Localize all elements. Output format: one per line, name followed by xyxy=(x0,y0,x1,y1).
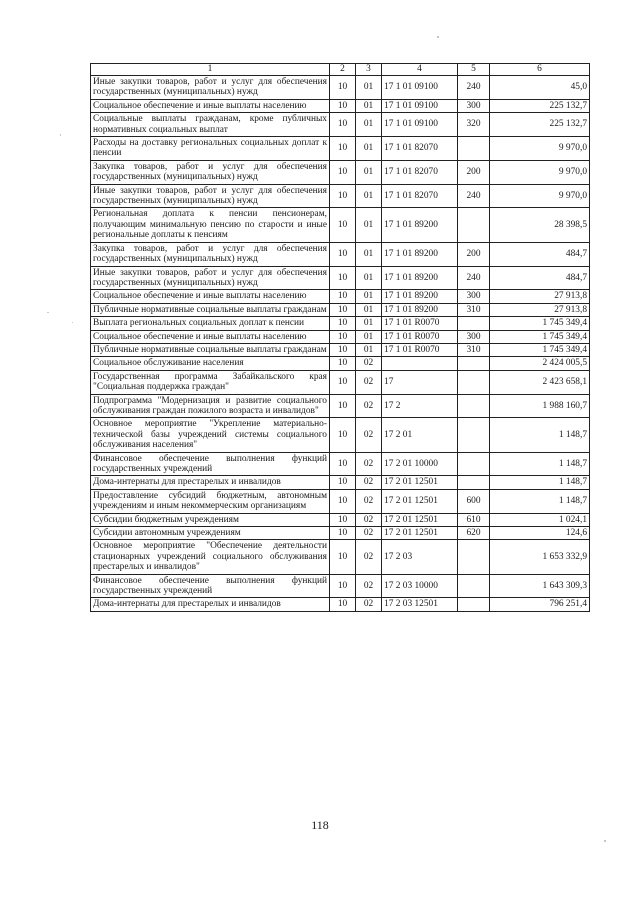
table-row xyxy=(91,418,590,452)
subsection-cell: 02 xyxy=(356,598,382,611)
expense-type-cell xyxy=(458,598,490,611)
table-row xyxy=(91,343,590,356)
amount-cell: 2 424 005,5 xyxy=(490,357,590,370)
section-cell: 10 xyxy=(330,99,356,112)
subsection-cell: 02 xyxy=(356,357,382,370)
target-article-cell: 17 1 01 09100 xyxy=(382,99,458,112)
amount-cell: 1 745 349,4 xyxy=(490,330,590,343)
target-article-cell: 17 1 01 89200 xyxy=(382,208,458,242)
amount-cell: 2 423 658,1 xyxy=(490,370,590,394)
section-cell: 10 xyxy=(330,137,356,161)
subsection-cell: 02 xyxy=(356,370,382,394)
header-cell-2: 2 xyxy=(330,64,356,76)
table-body xyxy=(91,76,590,612)
expense-type-cell: 300 xyxy=(458,290,490,303)
subsection-cell: 02 xyxy=(356,574,382,598)
subsection-cell: 01 xyxy=(356,330,382,343)
description-cell: Иные закупки товаров, работ и услуг для обеспечения государственных (муниципальных) нужд xyxy=(91,76,330,100)
page-number: 118 xyxy=(311,818,329,832)
amount-cell: 484,7 xyxy=(490,266,590,290)
amount-cell: 1 653 332,9 xyxy=(490,540,590,574)
table-row xyxy=(91,357,590,370)
description-cell: Социальное обеспечение и иные выплаты населению xyxy=(91,290,330,303)
section-cell: 10 xyxy=(330,394,356,418)
target-article-cell: 17 2 03 12501 xyxy=(382,598,458,611)
subsection-cell: 02 xyxy=(356,394,382,418)
subsection-cell: 02 xyxy=(356,418,382,452)
target-article-cell: 17 2 01 12501 xyxy=(382,513,458,526)
amount-cell: 1 745 349,4 xyxy=(490,343,590,356)
target-article-cell: 17 2 01 xyxy=(382,418,458,452)
section-cell: 10 xyxy=(330,330,356,343)
scan-speck xyxy=(60,134,61,136)
description-cell: Закупка товаров, работ и услуг для обеспечения государственных (муниципальных) нужд xyxy=(91,160,330,184)
section-cell: 10 xyxy=(330,184,356,208)
amount-cell: 1 148,7 xyxy=(490,489,590,513)
amount-cell: 1 148,7 xyxy=(490,418,590,452)
description-cell: Субсидии бюджетным учреждениям xyxy=(91,513,330,526)
amount-cell: 1 643 309,3 xyxy=(490,574,590,598)
target-article-cell: 17 1 01 89200 xyxy=(382,303,458,316)
subsection-cell: 01 xyxy=(356,99,382,112)
expense-type-cell xyxy=(458,208,490,242)
header-cell-5: 5 xyxy=(458,64,490,76)
description-cell: Дома-интернаты для престарелых и инвалидов xyxy=(91,476,330,489)
table-row xyxy=(91,113,590,137)
subsection-cell: 01 xyxy=(356,184,382,208)
amount-cell: 225 132,7 xyxy=(490,99,590,112)
expense-type-cell: 200 xyxy=(458,242,490,266)
description-cell: Субсидии автономным учреждениям xyxy=(91,527,330,540)
table-row xyxy=(91,330,590,343)
table-row xyxy=(91,394,590,418)
amount-cell: 225 132,7 xyxy=(490,113,590,137)
table-row xyxy=(91,137,590,161)
header-row xyxy=(91,64,590,76)
expense-type-cell xyxy=(458,574,490,598)
description-cell: Предоставление субсидий бюджетным, автономным учреждениям и иным некоммерческим организациям xyxy=(91,489,330,513)
expense-type-cell xyxy=(458,357,490,370)
amount-cell: 124,6 xyxy=(490,527,590,540)
section-cell: 10 xyxy=(330,489,356,513)
subsection-cell: 01 xyxy=(356,290,382,303)
expense-type-cell: 320 xyxy=(458,113,490,137)
description-cell: Социальное обеспечение и иные выплаты населению xyxy=(91,99,330,112)
target-article-cell: 17 1 01 82070 xyxy=(382,184,458,208)
target-article-cell: 17 1 01 R0070 xyxy=(382,317,458,330)
description-cell: Публичные нормативные социальные выплаты гражданам xyxy=(91,303,330,316)
amount-cell: 1 148,7 xyxy=(490,452,590,476)
subsection-cell: 01 xyxy=(356,137,382,161)
section-cell: 10 xyxy=(330,527,356,540)
expense-type-cell xyxy=(458,394,490,418)
expense-type-cell xyxy=(458,317,490,330)
subsection-cell: 01 xyxy=(356,208,382,242)
amount-cell: 1 024,1 xyxy=(490,513,590,526)
amount-cell: 45,0 xyxy=(490,76,590,100)
scan-speck xyxy=(604,840,606,842)
section-cell: 10 xyxy=(330,266,356,290)
target-article-cell: 17 1 01 89200 xyxy=(382,266,458,290)
section-cell: 10 xyxy=(330,476,356,489)
subsection-cell: 02 xyxy=(356,540,382,574)
amount-cell: 484,7 xyxy=(490,242,590,266)
expense-type-cell: 240 xyxy=(458,184,490,208)
target-article-cell xyxy=(382,357,458,370)
description-cell: Дома-интернаты для престарелых и инвалидов xyxy=(91,598,330,611)
scan-speck xyxy=(47,312,49,313)
table-row xyxy=(91,242,590,266)
subsection-cell: 01 xyxy=(356,303,382,316)
subsection-cell: 01 xyxy=(356,242,382,266)
section-cell: 10 xyxy=(330,113,356,137)
subsection-cell: 02 xyxy=(356,527,382,540)
section-cell: 10 xyxy=(330,290,356,303)
description-cell: Иные закупки товаров, работ и услуг для обеспечения государственных (муниципальных) нужд xyxy=(91,266,330,290)
section-cell: 10 xyxy=(330,208,356,242)
description-cell: Финансовое обеспечение выполнения функций государственных учреждений xyxy=(91,452,330,476)
description-cell: Иные закупки товаров, работ и услуг для обеспечения государственных (муниципальных) нужд xyxy=(91,184,330,208)
expense-type-cell: 600 xyxy=(458,489,490,513)
amount-cell: 9 970,0 xyxy=(490,184,590,208)
scan-speck xyxy=(437,36,439,38)
table-row xyxy=(91,303,590,316)
amount-cell: 27 913,8 xyxy=(490,303,590,316)
subsection-cell: 02 xyxy=(356,513,382,526)
section-cell: 10 xyxy=(330,452,356,476)
description-cell: Региональная доплата к пенсии пенсионерам, получающим минимальную пенсию по старости и иные региональные доплаты к пенсиям xyxy=(91,208,330,242)
expense-type-cell: 610 xyxy=(458,513,490,526)
target-article-cell: 17 1 01 R0070 xyxy=(382,330,458,343)
expense-type-cell: 620 xyxy=(458,527,490,540)
expense-type-cell xyxy=(458,418,490,452)
expense-type-cell xyxy=(458,452,490,476)
expense-type-cell: 310 xyxy=(458,343,490,356)
subsection-cell: 01 xyxy=(356,266,382,290)
target-article-cell: 17 2 xyxy=(382,394,458,418)
target-article-cell: 17 1 01 R0070 xyxy=(382,343,458,356)
subsection-cell: 02 xyxy=(356,476,382,489)
amount-cell: 1 745 349,4 xyxy=(490,317,590,330)
section-cell: 10 xyxy=(330,418,356,452)
table-row xyxy=(91,99,590,112)
expense-type-cell: 310 xyxy=(458,303,490,316)
amount-cell: 28 398,5 xyxy=(490,208,590,242)
header-cell-1: 1 xyxy=(91,64,330,76)
section-cell: 10 xyxy=(330,343,356,356)
description-cell: Социальные выплаты гражданам, кроме публичных нормативных социальных выплат xyxy=(91,113,330,137)
section-cell: 10 xyxy=(330,598,356,611)
table-row xyxy=(91,370,590,394)
amount-cell: 796 251,4 xyxy=(490,598,590,611)
section-cell: 10 xyxy=(330,242,356,266)
description-cell: Основное мероприятие "Укрепление материально-технической базы учреждений системы социального обслуживания населения" xyxy=(91,418,330,452)
subsection-cell: 01 xyxy=(356,76,382,100)
target-article-cell: 17 xyxy=(382,370,458,394)
description-cell: Основное мероприятие "Обеспечение деятельности стационарных учреждений социального обслуживания престарелых и инвалидов" xyxy=(91,540,330,574)
target-article-cell: 17 1 01 82070 xyxy=(382,137,458,161)
section-cell: 10 xyxy=(330,317,356,330)
table-row xyxy=(91,290,590,303)
subsection-cell: 01 xyxy=(356,113,382,137)
table-row xyxy=(91,489,590,513)
amount-cell: 1 988 160,7 xyxy=(490,394,590,418)
header-cell-3: 3 xyxy=(356,64,382,76)
subsection-cell: 01 xyxy=(356,160,382,184)
expense-type-cell: 200 xyxy=(458,160,490,184)
header-cell-4: 4 xyxy=(382,64,458,76)
target-article-cell: 17 1 01 09100 xyxy=(382,113,458,137)
target-article-cell: 17 1 01 89200 xyxy=(382,290,458,303)
budget-table xyxy=(90,63,590,612)
description-cell: Выплата региональных социальных доплат к пенсии xyxy=(91,317,330,330)
section-cell: 10 xyxy=(330,540,356,574)
expense-type-cell xyxy=(458,137,490,161)
amount-cell: 1 148,7 xyxy=(490,476,590,489)
subsection-cell: 01 xyxy=(356,343,382,356)
target-article-cell: 17 2 03 xyxy=(382,540,458,574)
target-article-cell: 17 1 01 09100 xyxy=(382,76,458,100)
subsection-cell: 01 xyxy=(356,317,382,330)
section-cell: 10 xyxy=(330,76,356,100)
expense-type-cell xyxy=(458,476,490,489)
expense-type-cell xyxy=(458,540,490,574)
table-row xyxy=(91,452,590,476)
table-row xyxy=(91,184,590,208)
table-row xyxy=(91,266,590,290)
target-article-cell: 17 2 01 12501 xyxy=(382,489,458,513)
section-cell: 10 xyxy=(330,574,356,598)
target-article-cell: 17 1 01 89200 xyxy=(382,242,458,266)
table-row xyxy=(91,317,590,330)
section-cell: 10 xyxy=(330,303,356,316)
target-article-cell: 17 2 01 12501 xyxy=(382,527,458,540)
description-cell: Публичные нормативные социальные выплаты гражданам xyxy=(91,343,330,356)
target-article-cell: 17 2 03 10000 xyxy=(382,574,458,598)
table-row xyxy=(91,208,590,242)
amount-cell: 27 913,8 xyxy=(490,290,590,303)
section-cell: 10 xyxy=(330,160,356,184)
target-article-cell: 17 2 01 10000 xyxy=(382,452,458,476)
target-article-cell: 17 1 01 82070 xyxy=(382,160,458,184)
header-cell-6: 6 xyxy=(490,64,590,76)
description-cell: Закупка товаров, работ и услуг для обеспечения государственных (муниципальных) нужд xyxy=(91,242,330,266)
description-cell: Государственная программа Забайкальского края "Социальная поддержка граждан" xyxy=(91,370,330,394)
section-cell: 10 xyxy=(330,370,356,394)
section-cell: 10 xyxy=(330,513,356,526)
scan-speck xyxy=(72,322,73,323)
table-row xyxy=(91,540,590,574)
table-row xyxy=(91,527,590,540)
table-row xyxy=(91,76,590,100)
table-row xyxy=(91,160,590,184)
expense-type-cell: 300 xyxy=(458,330,490,343)
expense-type-cell: 300 xyxy=(458,99,490,112)
subsection-cell: 02 xyxy=(356,452,382,476)
description-cell: Социальное обслуживание населения xyxy=(91,357,330,370)
description-cell: Социальное обеспечение и иные выплаты населению xyxy=(91,330,330,343)
table-row xyxy=(91,513,590,526)
table-row xyxy=(91,574,590,598)
expense-type-cell: 240 xyxy=(458,266,490,290)
table-row xyxy=(91,598,590,611)
target-article-cell: 17 2 01 12501 xyxy=(382,476,458,489)
section-cell: 10 xyxy=(330,357,356,370)
table-row xyxy=(91,476,590,489)
expense-type-cell: 240 xyxy=(458,76,490,100)
description-cell: Расходы на доставку региональных социальных доплат к пенсии xyxy=(91,137,330,161)
subsection-cell: 02 xyxy=(356,489,382,513)
amount-cell: 9 970,0 xyxy=(490,137,590,161)
description-cell: Финансовое обеспечение выполнения функций государственных учреждений xyxy=(91,574,330,598)
amount-cell: 9 970,0 xyxy=(490,160,590,184)
expense-type-cell xyxy=(458,370,490,394)
description-cell: Подпрограмма "Модернизация и развитие социального обслуживания граждан пожилого возраста и инвалидов" xyxy=(91,394,330,418)
